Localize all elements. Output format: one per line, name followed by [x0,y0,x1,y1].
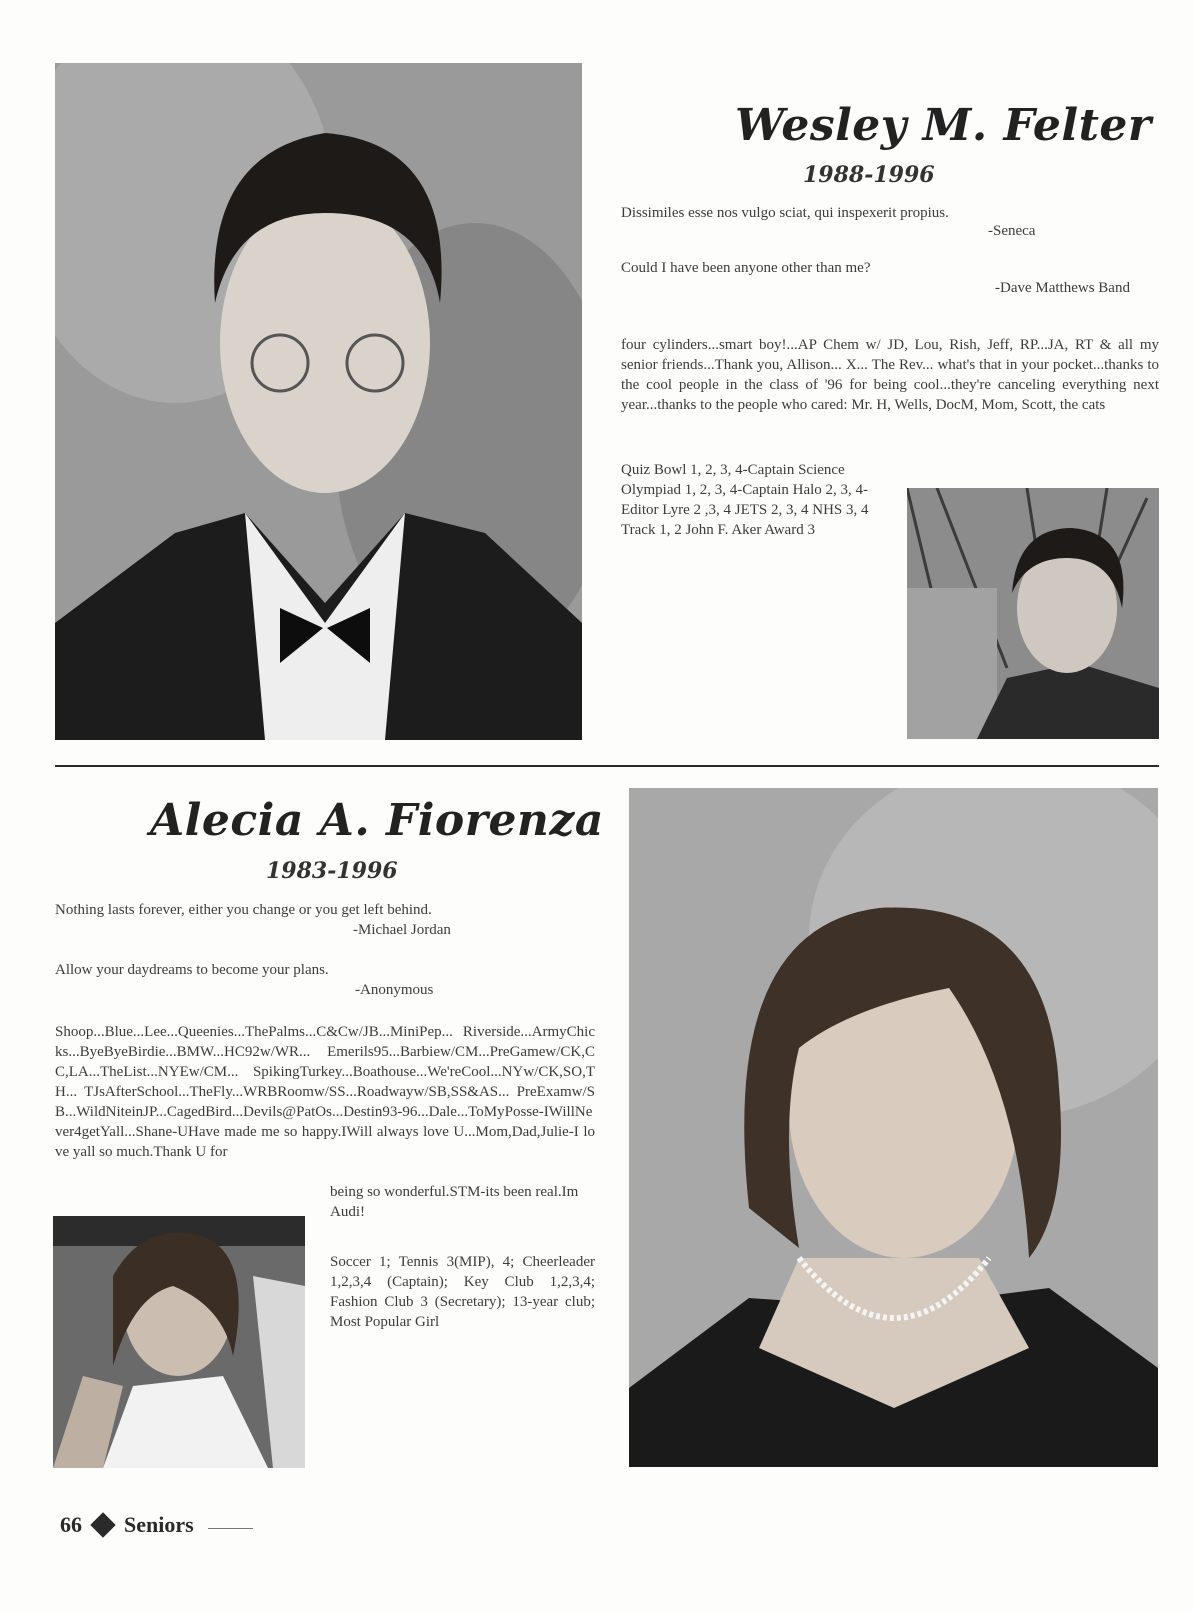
quote-author-dmb: -Dave Matthews Band [995,280,1130,296]
student-name-alecia: Alecia A. Fiorenza [150,795,604,846]
quote-text-seneca: Dissimiles esse nos vulgo sciat, qui inspexerit propius. [621,205,949,221]
senior-message-alecia-tail: being so wonderful.STM-its been real.Im Audi! [330,1184,579,1220]
portrait-photo-wesley [55,63,582,740]
candid-photo-alecia [53,1216,305,1468]
page-number: 66 [60,1512,82,1537]
senior-message-wesley: four cylinders...smart boy!...AP Chem w/ JD, Lou, Rish, Jeff, RP...JA, RT & all my senior friends...Thank you, Allison... X... The Rev... what's that in your pocket...thanks to the cool people in the class of '96 for being cool...they're canceling everything next year...thanks to the people who cared: Mr. H, Wells, DocM, Mom, Scott, the cats [621,337,1159,413]
student-name-wesley: Wesley M. Felter [735,100,1152,151]
section-title: Seniors [124,1512,194,1537]
footer-rule [208,1528,253,1529]
quote-text-jordan: Nothing lasts forever, either you change or you get left behind. [55,902,432,918]
section-divider [55,765,1159,767]
activities-wesley: Quiz Bowl 1, 2, 3, 4-Captain Science Olympiad 1, 2, 3, 4-Captain Halo 2, 3, 4-Editor Lyre 2 ,3, 4 JETS 2, 3, 4 NHS 3, 4 Track 1, 2 John F. Aker Award 3 [621,462,869,538]
candid-photo-wesley [907,488,1159,739]
portrait-photo-alecia [629,788,1158,1467]
quote-text-anonymous: Allow your daydreams to become your plans. [55,962,329,978]
quote-author-seneca: -Seneca [988,223,1036,239]
student-years-wesley: 1988-1996 [803,162,935,188]
quote-text-dmb: Could I have been anyone other than me? [621,260,871,276]
student-years-alecia: 1983-1996 [266,858,398,884]
quote-author-anonymous: -Anonymous [355,982,434,998]
senior-message-alecia: Shoop...Blue...Lee...Queenies...ThePalms...C&Cw/JB...MiniPep... Riverside...ArmyChicks...ByeByeBirdie...BMW...HC92w/WR... Emerils95...Barbiew/CM...PreGamew/CK,CC,LA...TheList...NYEw/CM... SpikingTurkey...Boathouse...We'reCool...NYw/CK,SO,TH... TJsAfterSchool...TheFly...WRBRoomw/SS...Roadwayw/SB,SS&AS... PreExamw/SB...WildNiteinJP...CagedBird...Devils@PatOs...Destin93-96...Dale...ToMyPosse-IWillNever4getYall...Shane-UHave made me so happy.IWill always love U...Mom,Dad,Julie-I love yall so much.Thank U for [55,1024,595,1160]
activities-alecia: Soccer 1; Tennis 3(MIP), 4; Cheerleader 1,2,3,4 (Captain); Key Club 1,2,3,4; Fashion Club 3 (Secretary); 13-year club; Most Popular Girl [330,1254,595,1330]
quote-author-jordan: -Michael Jordan [353,922,451,938]
diamond-icon [90,1512,115,1537]
